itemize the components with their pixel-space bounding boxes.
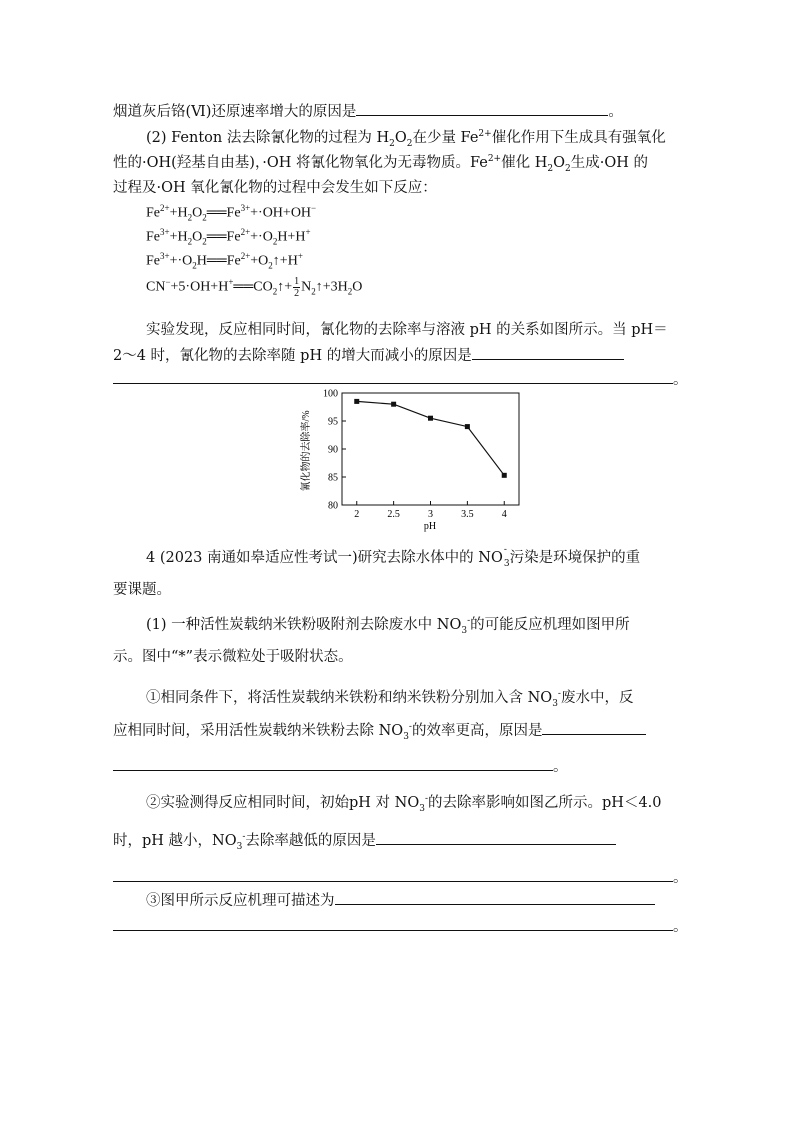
data-point [354,399,359,404]
x-axis-label: pH [423,521,437,532]
answer-blank[interactable] [356,102,608,116]
text-line: 时，pH 越小，$NO_3^-$去除率越低的原因是 [113,829,616,852]
text-line: 烟道灰后铬(Ⅵ)还原速率增大的原因是 。 [113,104,623,120]
text-line: (2) Fenton 法去除氰化物的过程为 $H_2O_2$在少量 $Fe^{2+}$催化作用下生成具有强氧化 [146,129,666,149]
answer-blank[interactable] [113,917,673,931]
y-tick-label: 80 [328,500,338,512]
answer-blank[interactable] [542,721,646,735]
y-tick-label: 85 [328,472,338,484]
x-tick-label: 4 [501,509,507,520]
answer-blank[interactable] [472,346,624,360]
data-point [391,402,396,407]
text-line: ①相同条件下，将活性炭载纳米铁粉和纳米铁粉分别加入含 $NO_3^-$废水中，反 [146,689,634,709]
answer-blank[interactable] [113,370,673,384]
equation-4: $CN^-+5\cdot OH+H^+══CO_2↑+$ $\frac{1}{2}$ $N_2↑+3H_2O$ [146,276,363,299]
x-tick-label: 2 [354,509,360,520]
text-line: (1) 一种活性炭载纳米铁粉吸附剂去除废水中 $NO_3^-$的可能反应机理如图甲所 [146,616,630,636]
text-line: 2～4 时，氰化物的去除率随 pH 的增大而减小的原因是 [113,344,624,365]
answer-blank[interactable] [376,831,616,845]
fraction: $\frac{1}{2}$ [294,276,300,299]
ph-removal-chart [295,385,530,535]
plot-frame [342,393,519,505]
answer-blank[interactable] [335,891,655,905]
question-text: 烟道灰后铬(Ⅵ)还原速率增大的原因是 [113,104,357,120]
equation-3: $Fe^{3+}+\cdot O_2H══Fe^{2+}+O_2↑+H^+$ [146,251,303,271]
data-point [465,424,470,429]
text-line: 实验发现，反应相同时间，氰化物的去除率与溶液 pH 的关系如图所示。当 pH＝ [146,322,668,338]
text-line: 4 (2023 南通如皋适应性考试一)研究去除水体中的 NO - $_3$污染是环境保护的重 [146,545,641,569]
data-point [502,473,507,478]
text-line: 。 [113,866,688,887]
text-line: 性的·OH(羟基自由基)，·OH 将氰化物氧化为无毒物质。$Fe^{2+}$催化 $H_2O_2$生成·OH 的 [113,154,648,174]
text-line: ②实验测得反应相同时间，初始pH 对 $NO_3^-$的去除率影响如图乙所示。pH＜4.0 [146,794,662,814]
answer-blank[interactable] [113,868,673,882]
text-line: 。 [113,755,568,776]
text-line: 要课题。 [113,582,171,598]
text-line: ③图甲所示反应机理可描述为 [146,889,655,910]
text-line: 过程及·OH 氧化氰化物的过程中会发生如下反应： [113,180,437,196]
equation-1: $Fe^{2+}+H_2O_2══Fe^{3+}+\cdot OH+OH^-$ [146,203,317,223]
x-tick-label: 3 [428,509,433,520]
data-point [428,416,433,421]
y-tick-label: 95 [328,416,338,428]
equation-2: $Fe^{3+}+H_2O_2══Fe^{2+}+\cdot O_2H+H^+$ [146,227,311,247]
y-tick-label: 100 [323,388,338,400]
series-line [357,401,505,475]
text-line: 示。图中“*”表示微粒处于吸附状态。 [113,649,353,665]
x-tick-label: 2.5 [387,509,400,520]
text-line: 应相同时间，采用活性炭载纳米铁粉去除 $NO_3^-$的效率更高，原因是 [113,719,646,742]
text-line: 。 [113,915,688,936]
answer-blank[interactable] [113,757,553,771]
x-tick-label: 3.5 [461,509,474,520]
text-line: 。 [113,368,688,389]
y-axis-label: 氰化物的去除率/% [301,410,312,492]
y-tick-label: 90 [328,444,338,456]
